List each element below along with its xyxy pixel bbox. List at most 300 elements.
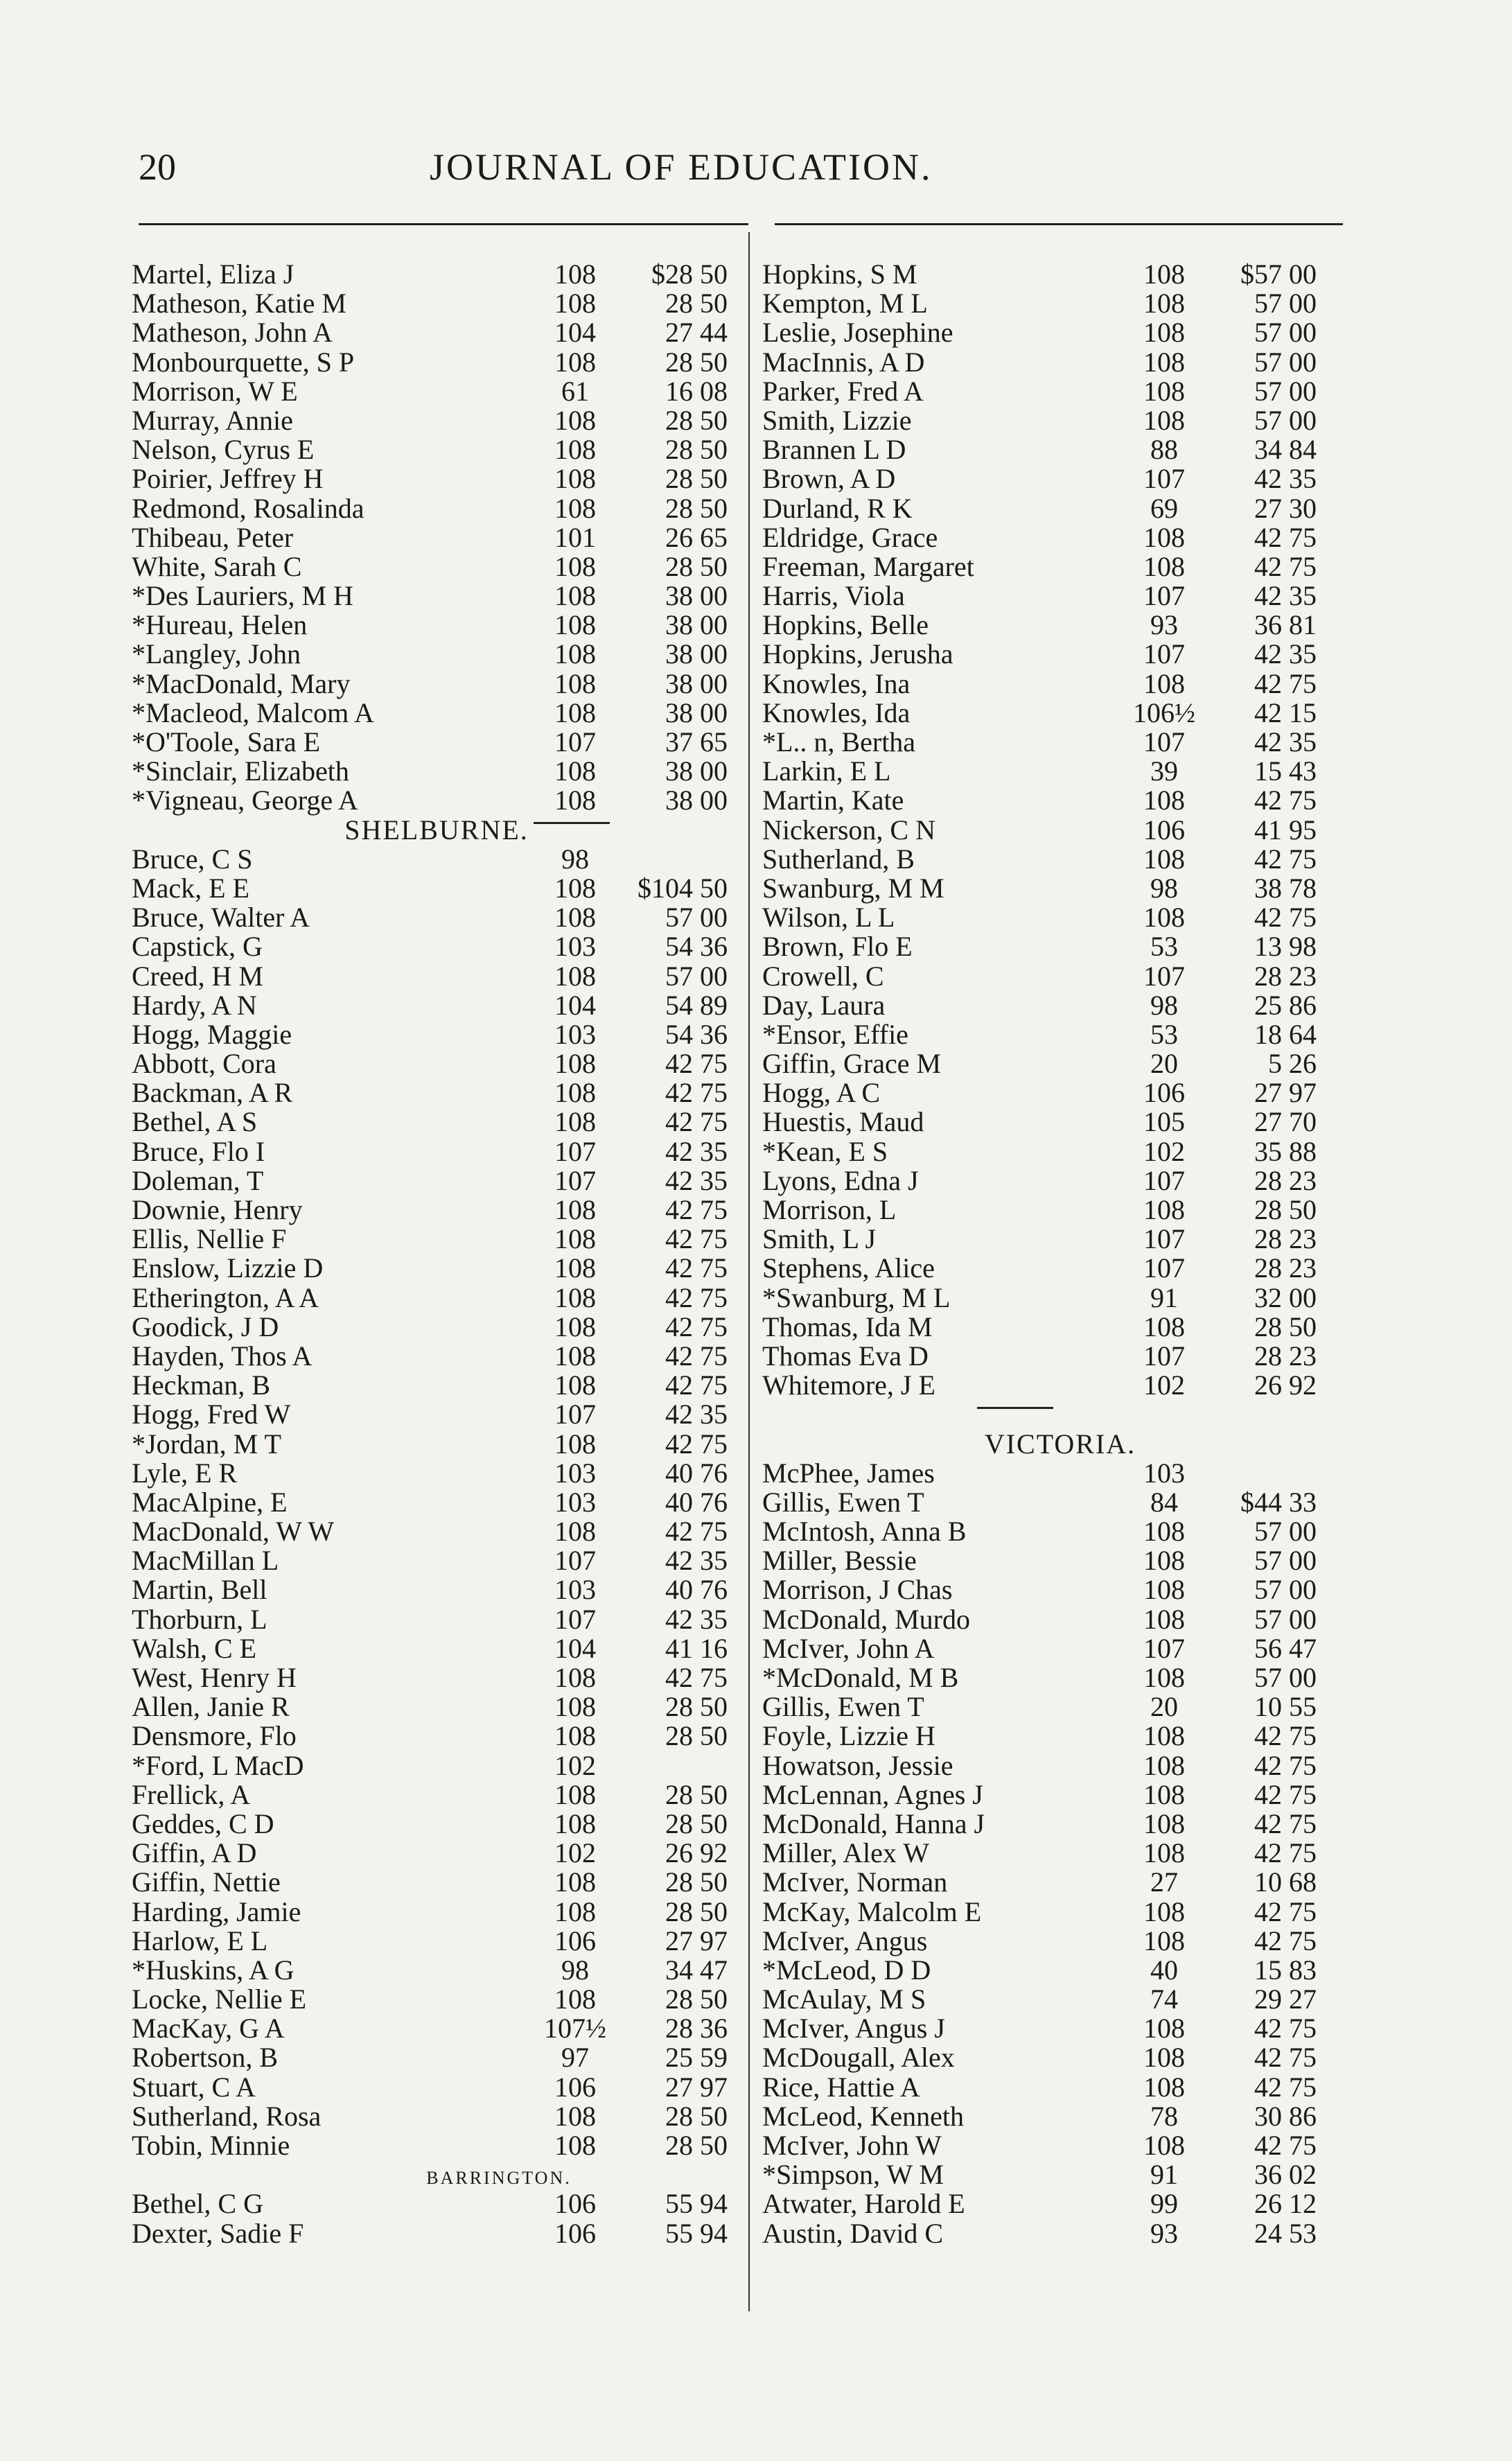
entry-name: Freeman, Margaret <box>762 550 974 582</box>
entry-amount: 28 50 <box>665 434 728 466</box>
entry-days: 106 <box>554 2071 596 2103</box>
entry-amount: 57 00 <box>665 902 728 934</box>
ledger-row <box>132 1225 741 1254</box>
entry-amount: 38 78 <box>1254 872 1317 904</box>
entry-name: Matheson, John A <box>132 317 333 349</box>
subsection-heading: BARRINGTON. <box>426 2168 572 2189</box>
entry-name: *McDonald, M B <box>762 1662 959 1693</box>
entry-name: Brown, A D <box>762 463 896 495</box>
entry-name: Hopkins, S M <box>762 259 917 290</box>
ledger-row <box>762 2102 1358 2131</box>
ledger-row <box>132 494 741 523</box>
entry-days: 108 <box>554 492 596 524</box>
entry-days: 88 <box>1150 434 1178 466</box>
entry-amount: 42 75 <box>665 1252 728 1284</box>
entry-name: Miller, Alex W <box>762 1837 929 1869</box>
entry-days: 108 <box>1143 404 1185 436</box>
entry-name: *Sinclair, Elizabeth <box>132 755 349 787</box>
entry-amount: 42 75 <box>1254 521 1317 553</box>
entry-days: 108 <box>554 404 596 436</box>
entry-name: Lyons, Edna J <box>762 1164 919 1196</box>
entry-name: Etherington, A A <box>132 1281 319 1313</box>
entry-amount: 57 00 <box>665 960 728 992</box>
ledger-row <box>132 728 741 757</box>
entry-amount: 36 81 <box>1254 609 1317 641</box>
entry-amount: 56 47 <box>1254 1632 1317 1664</box>
entry-days: 93 <box>1150 2217 1178 2249</box>
entry-name: Matheson, Katie M <box>132 288 346 319</box>
entry-name: Eldridge, Grace <box>762 521 938 553</box>
entry-days: 108 <box>554 434 596 466</box>
entry-days: 108 <box>554 960 596 992</box>
ledger-row <box>132 464 741 493</box>
entry-amount: 27 44 <box>665 317 728 349</box>
entry-name: McIver, Angus <box>762 1925 928 1956</box>
entry-days: 98 <box>561 843 589 875</box>
entry-days: 108 <box>1143 902 1185 934</box>
entry-amount: 42 75 <box>1254 1720 1317 1752</box>
entry-amount: 10 68 <box>1254 1866 1317 1898</box>
ledger-row <box>132 1166 741 1196</box>
entry-name: *Macleod, Malcom A <box>132 697 374 728</box>
entry-amount: 32 00 <box>1254 1281 1317 1313</box>
right-column <box>762 260 1358 2248</box>
entry-amount: 57 00 <box>1254 317 1317 349</box>
entry-name: Bethel, A S <box>132 1106 258 1138</box>
entry-name: Knowles, Ida <box>762 697 911 728</box>
entry-name: Heckman, B <box>132 1369 270 1401</box>
ledger-row <box>132 845 741 874</box>
entry-days: 20 <box>1150 1048 1178 1080</box>
entry-amount: 42 75 <box>665 1516 728 1548</box>
ledger-row <box>762 962 1358 991</box>
ledger-row <box>762 1605 1358 1634</box>
entry-amount: 26 92 <box>1254 1369 1317 1401</box>
entry-amount: 57 00 <box>1254 1574 1317 1606</box>
entry-days: 107 <box>1143 1223 1185 1255</box>
entry-name: Austin, David C <box>762 2217 944 2249</box>
entry-name: Day, Laura <box>762 989 886 1021</box>
ledger-row <box>132 1517 741 1546</box>
entry-days: 107 <box>554 726 596 757</box>
ledger-row <box>132 699 741 728</box>
ledger-row <box>762 1049 1358 1078</box>
entry-name: West, Henry H <box>132 1662 297 1693</box>
ledger-row <box>762 816 1358 845</box>
entry-amount: 28 50 <box>665 1691 728 1723</box>
entry-amount: 28 36 <box>665 2013 728 2044</box>
ledger-row <box>762 1107 1358 1137</box>
entry-name: *MacDonald, Mary <box>132 667 351 699</box>
entry-days: 108 <box>554 1252 596 1284</box>
entry-days: 102 <box>1143 1369 1185 1401</box>
entry-days: 108 <box>554 1720 596 1752</box>
ledger-row <box>132 1342 741 1371</box>
ledger-row <box>132 962 741 991</box>
entry-days: 108 <box>1143 1895 1185 1927</box>
entry-amount: $57 00 <box>1240 259 1317 290</box>
ledger-row <box>762 1780 1358 1810</box>
entry-name: Morrison, W E <box>132 375 298 407</box>
entry-amount: 41 95 <box>1254 814 1317 846</box>
ledger-row <box>132 1371 741 1400</box>
entry-amount: 36 02 <box>1254 2159 1317 2191</box>
entry-name: Frellick, A <box>132 1778 251 1810</box>
entry-days: 108 <box>554 1077 596 1109</box>
entry-name: *Langley, John <box>132 638 301 670</box>
entry-amount: 41 16 <box>665 1632 728 1664</box>
entry-name: Giffin, Grace M <box>762 1048 942 1080</box>
entry-amount: 38 00 <box>665 755 728 787</box>
entry-days: 101 <box>554 521 596 553</box>
ledger-row <box>762 435 1358 464</box>
entry-days: 103 <box>554 1574 596 1606</box>
ledger-row <box>762 289 1358 318</box>
entry-amount: 34 84 <box>1254 434 1317 466</box>
entry-days: 102 <box>1143 1135 1185 1167</box>
entry-days: 108 <box>554 1807 596 1839</box>
entry-days: 107 <box>554 1545 596 1577</box>
ledger-row <box>132 932 741 961</box>
entry-name: *McLeod, D D <box>762 1954 931 1986</box>
ledger-row <box>132 1459 741 1488</box>
entry-name: Densmore, Flo <box>132 1720 297 1752</box>
entry-amount: 28 50 <box>665 1866 728 1898</box>
entry-days: 107 <box>1143 1340 1185 1372</box>
entry-days: 107 <box>1143 1632 1185 1664</box>
entry-amount: 28 50 <box>665 1895 728 1927</box>
entry-name: McIver, John W <box>762 2130 942 2161</box>
entry-name: MacInnis, A D <box>762 346 925 378</box>
entry-name: Tobin, Minnie <box>132 2130 290 2161</box>
entry-name: McLennan, Agnes J <box>762 1778 983 1810</box>
entry-amount: 57 00 <box>1254 1516 1317 1548</box>
entry-amount: 24 53 <box>1254 2217 1317 2249</box>
entry-days: 108 <box>554 1895 596 1927</box>
ledger-row <box>132 1895 741 1927</box>
ledger-row <box>132 1430 741 1459</box>
entry-name: *O'Toole, Sara E <box>132 726 321 757</box>
entry-amount: 42 75 <box>1254 843 1317 875</box>
entry-name: Larkin, E L <box>762 755 891 787</box>
entry-days: 108 <box>554 1516 596 1548</box>
column-divider <box>748 232 750 2311</box>
entry-amount: 42 75 <box>665 1662 728 1693</box>
entry-days: 107 <box>1143 1252 1185 1284</box>
entry-amount: 29 27 <box>1254 1983 1317 2015</box>
entry-days: 108 <box>554 1048 596 1080</box>
ledger-row <box>132 2073 741 2102</box>
ledger-row <box>762 494 1358 523</box>
entry-days: 103 <box>554 1018 596 1050</box>
ledger-row <box>762 1459 1358 1488</box>
entry-days: 108 <box>554 785 596 816</box>
entry-days: 108 <box>1143 2013 1185 2044</box>
entry-name: McIver, John A <box>762 1632 935 1664</box>
entry-amount: $104 50 <box>638 872 728 904</box>
entry-name: McPhee, James <box>762 1457 935 1489</box>
entry-name: Lyle, E R <box>132 1457 238 1489</box>
ledger-row <box>762 1313 1358 1342</box>
entry-name: *Hureau, Helen <box>132 609 308 641</box>
ledger-row <box>762 1868 1358 1897</box>
entry-amount: 28 50 <box>665 2130 728 2161</box>
entry-amount: 42 35 <box>1254 463 1317 495</box>
entry-name: Nickerson, C N <box>762 814 935 846</box>
entry-days: 108 <box>1143 785 1185 816</box>
entry-name: Rice, Hattie A <box>762 2071 920 2103</box>
entry-days: 98 <box>561 1954 589 1986</box>
journal-title: JOURNAL OF EDUCATION. <box>430 146 933 188</box>
entry-amount: 54 36 <box>665 1018 728 1050</box>
entry-name: Leslie, Josephine <box>762 317 953 349</box>
entry-amount: 27 70 <box>1254 1106 1317 1138</box>
entry-amount: 57 00 <box>1254 404 1317 436</box>
entry-name: Morrison, L <box>762 1194 897 1225</box>
entry-name: Hogg, A C <box>762 1077 881 1109</box>
entry-name: McIntosh, Anna B <box>762 1516 967 1548</box>
entry-name: Gillis, Ewen T <box>762 1486 924 1518</box>
entry-days: 107 <box>1143 960 1185 992</box>
entry-days: 106½ <box>1133 697 1195 728</box>
entry-amount: 28 23 <box>1254 1340 1317 1372</box>
entry-amount: 42 35 <box>665 1603 728 1635</box>
ledger-row <box>762 1020 1358 1049</box>
entry-amount: 42 75 <box>665 1194 728 1225</box>
entry-days: 108 <box>554 259 596 290</box>
entry-days: 91 <box>1150 2159 1178 2191</box>
entry-name: *Vigneau, George A <box>132 785 358 816</box>
entry-name: Bruce, C S <box>132 843 253 875</box>
entry-name: Thorburn, L <box>132 1603 267 1635</box>
ledger-row <box>762 1488 1358 1517</box>
ledger-row <box>762 1634 1358 1663</box>
entry-days: 108 <box>1143 346 1185 378</box>
ledger-row <box>762 1956 1358 1985</box>
ledger-row <box>762 1254 1358 1283</box>
ledger-row <box>762 1078 1358 1107</box>
entry-days: 99 <box>1150 2188 1178 2220</box>
entry-name: MacMillan L <box>132 1545 279 1577</box>
ledger-row <box>762 1517 1358 1546</box>
ledger-row <box>762 1927 1358 1956</box>
ledger-row <box>132 1575 741 1604</box>
entry-days: 108 <box>554 902 596 934</box>
entry-days: 108 <box>1143 1749 1185 1781</box>
entry-amount: 42 75 <box>665 1311 728 1342</box>
entry-name: Crowell, C <box>762 960 884 992</box>
ledger-row <box>132 1663 741 1692</box>
entry-name: Enslow, Lizzie D <box>132 1252 324 1284</box>
entry-days: 108 <box>554 1340 596 1372</box>
entry-name: *Des Lauriers, M H <box>132 580 353 612</box>
entry-amount: 13 98 <box>1254 931 1317 963</box>
entry-amount: 42 75 <box>1254 1749 1317 1781</box>
entry-days: 108 <box>1143 1778 1185 1810</box>
entry-days: 108 <box>1143 2071 1185 2103</box>
entry-amount: 27 97 <box>665 2071 728 2103</box>
ledger-row <box>762 845 1358 874</box>
ledger-row <box>132 903 741 932</box>
ledger-row <box>762 348 1358 377</box>
ledger-row <box>132 1488 741 1517</box>
entry-days: 107 <box>554 1603 596 1635</box>
ledger-row <box>132 1722 741 1751</box>
entry-amount: 42 75 <box>665 1428 728 1460</box>
ledger-row <box>132 1605 741 1634</box>
entry-amount: 40 76 <box>665 1486 728 1518</box>
entry-amount: 42 75 <box>1254 2130 1317 2161</box>
entry-name: MacAlpine, E <box>132 1486 288 1518</box>
entry-name: Backman, A R <box>132 1077 293 1109</box>
entry-amount: 42 15 <box>1254 697 1317 728</box>
entry-days: 61 <box>561 375 589 407</box>
ledger-row <box>762 874 1358 903</box>
ledger-row <box>132 260 741 289</box>
entry-amount: 42 75 <box>1254 1925 1317 1956</box>
entry-amount: 55 94 <box>665 2188 728 2220</box>
entry-name: *L.. n, Bertha <box>762 726 916 757</box>
entry-days: 108 <box>1143 2042 1185 2074</box>
entry-amount: 42 75 <box>665 1369 728 1401</box>
entry-days: 108 <box>554 463 596 495</box>
entry-name: *Simpson, W M <box>762 2159 944 2191</box>
entry-amount: 42 35 <box>665 1399 728 1430</box>
entry-name: Morrison, J Chas <box>762 1574 953 1606</box>
entry-days: 108 <box>554 1281 596 1313</box>
ledger-row <box>762 932 1358 961</box>
entry-name: Geddes, C D <box>132 1807 274 1839</box>
entry-amount: 40 76 <box>665 1457 728 1489</box>
entry-name: Goodick, J D <box>132 1311 279 1342</box>
ledger-row <box>762 318 1358 347</box>
entry-name: Howatson, Jessie <box>762 1749 953 1781</box>
entry-days: 102 <box>554 1749 596 1781</box>
entry-name: Atwater, Harold E <box>762 2188 965 2220</box>
entry-days: 108 <box>1143 317 1185 349</box>
ledger-row <box>132 1400 741 1429</box>
entry-amount: 42 75 <box>1254 902 1317 934</box>
left-column <box>132 260 741 2248</box>
entry-days: 108 <box>554 288 596 319</box>
ledger-row <box>132 348 741 377</box>
entry-name: Giffin, Nettie <box>132 1866 281 1898</box>
entry-days: 107½ <box>544 2013 606 2044</box>
entry-amount: 42 75 <box>1254 785 1317 816</box>
ledger-row <box>762 1807 1358 1839</box>
spacer <box>762 1400 1358 1429</box>
entry-days: 106 <box>1143 1077 1185 1109</box>
header-rule-left <box>139 223 748 225</box>
entry-name: Hopkins, Jerusha <box>762 638 953 670</box>
entry-name: Harlow, E L <box>132 1925 268 1956</box>
ledger-row <box>762 611 1358 640</box>
entry-days: 108 <box>1143 2130 1185 2161</box>
entry-amount: 38 00 <box>665 785 728 816</box>
entry-amount: 37 65 <box>665 726 728 757</box>
entry-name: Mack, E E <box>132 872 249 904</box>
entry-name: Miller, Bessie <box>762 1545 917 1577</box>
entry-name: Bruce, Flo I <box>132 1135 265 1167</box>
ledger-row <box>762 1196 1358 1225</box>
ledger-row <box>762 699 1358 728</box>
entry-amount: 42 75 <box>665 1048 728 1080</box>
ledger-row <box>762 728 1358 757</box>
ledger-row <box>762 464 1358 493</box>
entry-name: Locke, Nellie E <box>132 1983 307 2015</box>
section-heading: VICTORIA. <box>984 1428 1136 1460</box>
entry-amount: 42 75 <box>1254 550 1317 582</box>
entry-name: Hayden, Thos A <box>132 1340 313 1372</box>
entry-name: Wilson, L L <box>762 902 895 934</box>
entry-days: 107 <box>554 1135 596 1167</box>
ledger-row <box>132 1985 741 2014</box>
entry-days: 108 <box>554 550 596 582</box>
ledger-row <box>132 318 741 347</box>
ledger-row <box>132 1839 741 1868</box>
entry-days: 39 <box>1150 755 1178 787</box>
entry-name: McIver, Angus J <box>762 2013 945 2044</box>
entry-name: McDonald, Murdo <box>762 1603 970 1635</box>
entry-days: 108 <box>1143 1662 1185 1693</box>
entry-amount: 42 75 <box>1254 1807 1317 1839</box>
ledger-row <box>132 1137 741 1166</box>
entry-amount: 30 86 <box>1254 2100 1317 2132</box>
ledger-row <box>132 786 741 815</box>
entry-days: 74 <box>1150 1983 1178 2015</box>
entry-name: Stuart, C A <box>132 2071 256 2103</box>
entry-days: 108 <box>1143 1194 1185 1225</box>
entry-amount: 55 94 <box>665 2217 728 2249</box>
ledger-row <box>762 2189 1358 2218</box>
entry-amount: 57 00 <box>1254 1603 1317 1635</box>
entry-name: McAulay, M S <box>762 1983 926 2015</box>
entry-days: 108 <box>554 609 596 641</box>
ledger-row <box>132 2043 741 2072</box>
entry-name: Redmond, Rosalinda <box>132 492 364 524</box>
ledger-row <box>132 1751 741 1780</box>
entry-name: Hogg, Maggie <box>132 1018 292 1050</box>
ledger-row <box>132 1078 741 1107</box>
entry-days: 40 <box>1150 1954 1178 1986</box>
entry-days: 108 <box>554 1866 596 1898</box>
entry-days: 108 <box>554 1194 596 1225</box>
entry-name: Allen, Janie R <box>132 1691 290 1723</box>
entry-amount: 28 50 <box>665 1778 728 1810</box>
ledger-row <box>132 611 741 640</box>
entry-days: 108 <box>1143 521 1185 553</box>
entry-amount: 28 50 <box>665 1983 728 2015</box>
entry-days: 108 <box>1143 1720 1185 1752</box>
header-rule-right <box>775 223 1343 225</box>
ledger-row <box>762 1546 1358 1575</box>
entry-days: 108 <box>554 1662 596 1693</box>
entry-days: 78 <box>1150 2100 1178 2132</box>
entry-name: McDonald, Hanna J <box>762 1807 985 1839</box>
entry-amount: 57 00 <box>1254 288 1317 319</box>
ledger-row <box>762 1137 1358 1166</box>
entry-amount: 28 50 <box>665 492 728 524</box>
entry-amount: 42 75 <box>1254 1778 1317 1810</box>
entry-amount: 26 12 <box>1254 2188 1317 2220</box>
entry-amount: 26 92 <box>665 1837 728 1869</box>
ledger-row <box>762 1342 1358 1371</box>
entry-days: 108 <box>554 346 596 378</box>
entry-name: Bruce, Walter A <box>132 902 310 934</box>
entry-days: 107 <box>1143 1164 1185 1196</box>
entry-name: *Ford, L MacD <box>132 1749 304 1781</box>
entry-name: Kempton, M L <box>762 288 928 319</box>
